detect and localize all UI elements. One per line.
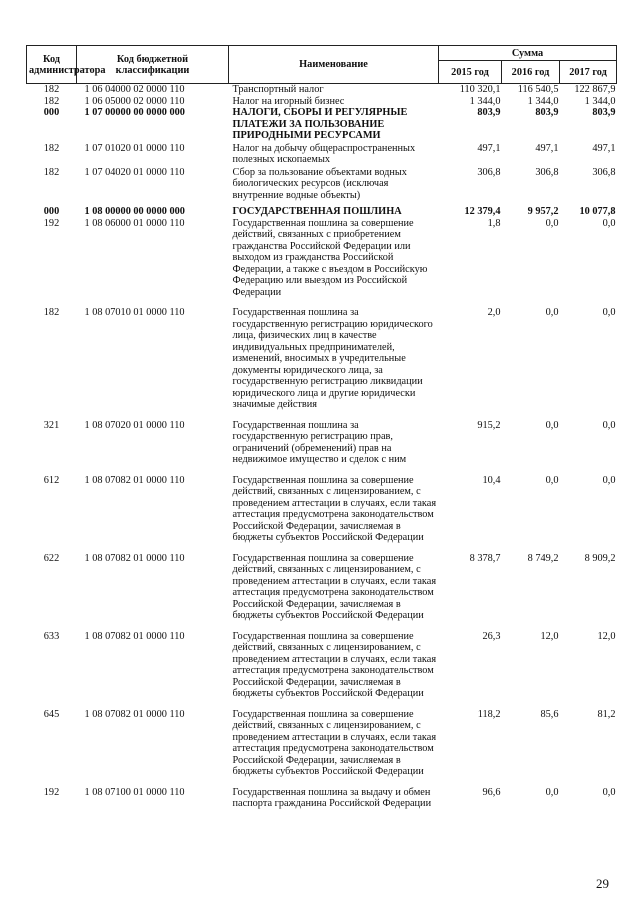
sum-2016-cell: 0,0 — [545, 217, 559, 229]
table-body — [27, 84, 617, 810]
sum-2015-cell: 1,8 — [487, 217, 501, 229]
name-cell: Налог на добычу общераспространенных полезных ископаемых — [232, 142, 416, 165]
table-row — [27, 298, 617, 411]
page-number: 29 — [596, 876, 609, 891]
sum-2016-cell: 116 540,5 — [517, 84, 559, 95]
budget-code-cell: 1 08 07100 01 0000 110 — [84, 786, 185, 798]
header-admin-code: Код администратора — [27, 46, 77, 84]
admin-code-cell: 192 — [43, 217, 60, 229]
budget-table — [26, 45, 617, 810]
sum-2015-cell: 10,4 — [482, 474, 501, 486]
table-row — [27, 622, 617, 700]
admin-code-cell: 000 — [43, 107, 60, 118]
admin-code-cell: 192 — [43, 786, 60, 798]
sum-2015-cell: 110 320,1 — [459, 84, 501, 95]
budget-code-cell: 1 07 00000 00 0000 000 — [84, 107, 185, 118]
header-budget-code: Код бюджетной классификации — [77, 46, 229, 84]
name-cell: Государственная пошлина за совершение действий, связанных с лицензированием, с проведением аттестации в случаях, если такая аттестация предусмотрена законодательством Российской Федерации, зачисляемая в бюджеты субъектов Российской Федерации — [232, 474, 437, 543]
admin-code-cell: 182 — [43, 307, 60, 318]
sum-2017-cell: 81,2 — [597, 708, 616, 720]
sum-2015-cell: 306,8 — [477, 166, 501, 178]
table-header — [27, 46, 617, 84]
table-row — [27, 84, 617, 96]
budget-code-cell: 1 08 07082 01 0000 110 — [84, 552, 185, 564]
sum-2016-cell: 8 749,2 — [527, 552, 559, 564]
budget-code-cell: 1 08 06000 01 0000 110 — [84, 217, 185, 229]
name-cell: НАЛОГИ, СБОРЫ И РЕГУЛЯРНЫЕ ПЛАТЕЖИ ЗА ПОЛЬЗОВАНИЕ ПРИРОДНЫМИ РЕСУРСАМИ — [232, 107, 408, 141]
table-row — [27, 411, 617, 466]
sum-2016-cell: 0,0 — [545, 307, 559, 318]
name-cell: Государственная пошлина за государственную регистрацию юридического лица, физических лиц в качестве индивидуальных предпринимателей, изменений, вносимых в учредительные документы юридического лица, за государственную регистрацию ликвидации юридического лица и другие юридически значимые действия — [232, 307, 433, 410]
admin-code-cell: 622 — [43, 552, 60, 564]
table-row — [27, 96, 617, 108]
sum-2017-cell: 0,0 — [602, 307, 616, 318]
sum-2015-cell: 118,2 — [477, 708, 501, 720]
table-row — [27, 778, 617, 810]
name-cell: Государственная пошлина за совершение действий, связанных с лицензированием, с проведением аттестации в случаях, если такая аттестация предусмотрена законодательством Российской Федерации, зачисляемая в бюджеты субъектов Российской Федерации — [232, 552, 437, 621]
sum-2017-cell: 8 909,2 — [584, 552, 616, 564]
admin-code-cell: 612 — [43, 474, 60, 486]
table-row — [27, 166, 617, 202]
table-row — [27, 107, 617, 142]
admin-code-cell: 321 — [43, 419, 60, 431]
table-row — [27, 466, 617, 544]
sum-2016-cell: 85,6 — [540, 708, 559, 720]
sum-2016-cell: 497,1 — [535, 142, 559, 154]
name-cell: ГОСУДАРСТВЕННАЯ ПОШЛИНА — [232, 206, 402, 217]
sum-2017-cell: 1 344,0 — [584, 95, 616, 107]
table-row — [27, 218, 617, 299]
budget-code-cell: 1 08 07082 01 0000 110 — [84, 708, 185, 720]
sum-2016-cell: 306,8 — [535, 166, 559, 178]
admin-code-cell: 633 — [43, 630, 60, 642]
sum-2015-cell: 497,1 — [477, 142, 501, 154]
name-cell: Государственная пошлина за совершение действий, связанных с приобретением гражданства Российской Федерации или выходом из гражданства Российской Федерации, а также с въездом в Российскую Федерацию или выездом из Российской Федерации — [232, 217, 428, 298]
table-row — [27, 700, 617, 778]
sum-2017-cell: 803,9 — [592, 107, 616, 118]
name-cell: Государственная пошлина за государственную регистрацию прав, ограничений (обременений) прав на недвижимое имущество и сделок с ним — [232, 419, 407, 465]
budget-code-cell: 1 08 07082 01 0000 110 — [84, 630, 185, 642]
budget-code-cell: 1 06 05000 02 0000 110 — [84, 95, 185, 107]
sum-2017-cell: 122 867,9 — [574, 84, 616, 95]
sum-2017-cell: 497,1 — [592, 142, 616, 154]
sum-2017-cell: 12,0 — [597, 630, 616, 642]
header-name: Наименование — [229, 46, 439, 84]
sum-2015-cell: 915,2 — [477, 419, 501, 431]
header-sum: Сумма — [439, 46, 617, 61]
sum-2017-cell: 0,0 — [602, 217, 616, 229]
sum-2015-cell: 803,9 — [477, 107, 501, 118]
table-row — [27, 142, 617, 166]
budget-code-cell: 1 08 00000 00 0000 000 — [84, 206, 185, 217]
sum-2017-cell: 306,8 — [592, 166, 616, 178]
header-year-2017: 2017 год — [560, 61, 617, 84]
sum-2015-cell: 12 379,4 — [464, 206, 501, 217]
sum-2015-cell: 1 344,0 — [469, 95, 501, 107]
budget-code-cell: 1 07 04020 01 0000 110 — [84, 166, 185, 178]
sum-2015-cell: 2,0 — [487, 307, 501, 318]
budget-code-cell: 1 06 04000 02 0000 110 — [84, 84, 185, 95]
budget-code-cell: 1 07 01020 01 0000 110 — [84, 142, 185, 154]
budget-code-cell: 1 08 07020 01 0000 110 — [84, 419, 185, 431]
admin-code-cell: 182 — [43, 95, 60, 107]
name-cell: Государственная пошлина за совершение действий, связанных с лицензированием, с проведением аттестации в случаях, если такая аттестация предусмотрена законодательством Российской Федерации, зачисляемая в бюджеты субъектов Российской Федерации — [232, 708, 437, 777]
sum-2017-cell: 0,0 — [602, 474, 616, 486]
admin-code-cell: 645 — [43, 708, 60, 720]
header-year-2016: 2016 год — [502, 61, 560, 84]
sum-2016-cell: 0,0 — [545, 419, 559, 431]
sum-2016-cell: 12,0 — [540, 630, 559, 642]
name-cell: Государственная пошлина за выдачу и обмен паспорта гражданина Российской Федерации — [232, 786, 432, 809]
name-cell: Транспортный налог — [232, 84, 324, 95]
name-cell: Сбор за пользование объектами водных биологических ресурсов (исключая внутренние водные объекты) — [232, 166, 407, 201]
table-row — [27, 544, 617, 622]
name-cell: Налог на игорный бизнес — [232, 95, 345, 107]
sum-2016-cell: 1 344,0 — [527, 95, 559, 107]
sum-2016-cell: 0,0 — [545, 474, 559, 486]
sum-2015-cell: 8 378,7 — [469, 552, 501, 564]
sum-2017-cell: 0,0 — [602, 419, 616, 431]
admin-code-cell: 000 — [43, 206, 60, 217]
sum-2015-cell: 26,3 — [482, 630, 501, 642]
admin-code-cell: 182 — [43, 84, 60, 95]
sum-2015-cell: 96,6 — [482, 786, 501, 798]
sum-2017-cell: 10 077,8 — [579, 206, 616, 217]
admin-code-cell: 182 — [43, 142, 60, 154]
sum-2016-cell: 803,9 — [535, 107, 559, 118]
header-year-2015: 2015 год — [439, 61, 502, 84]
sum-2017-cell: 0,0 — [602, 786, 616, 798]
sum-2016-cell: 0,0 — [545, 786, 559, 798]
budget-code-cell: 1 08 07082 01 0000 110 — [84, 474, 185, 486]
name-cell: Государственная пошлина за совершение действий, связанных с лицензированием, с проведением аттестации в случаях, если такая аттестация предусмотрена законодательством Российской Федерации, зачисляемая в бюджеты субъектов Российской Федерации — [232, 630, 437, 699]
admin-code-cell: 182 — [43, 166, 60, 178]
table-row — [27, 201, 617, 218]
budget-code-cell: 1 08 07010 01 0000 110 — [84, 307, 185, 318]
sum-2016-cell: 9 957,2 — [527, 206, 559, 217]
